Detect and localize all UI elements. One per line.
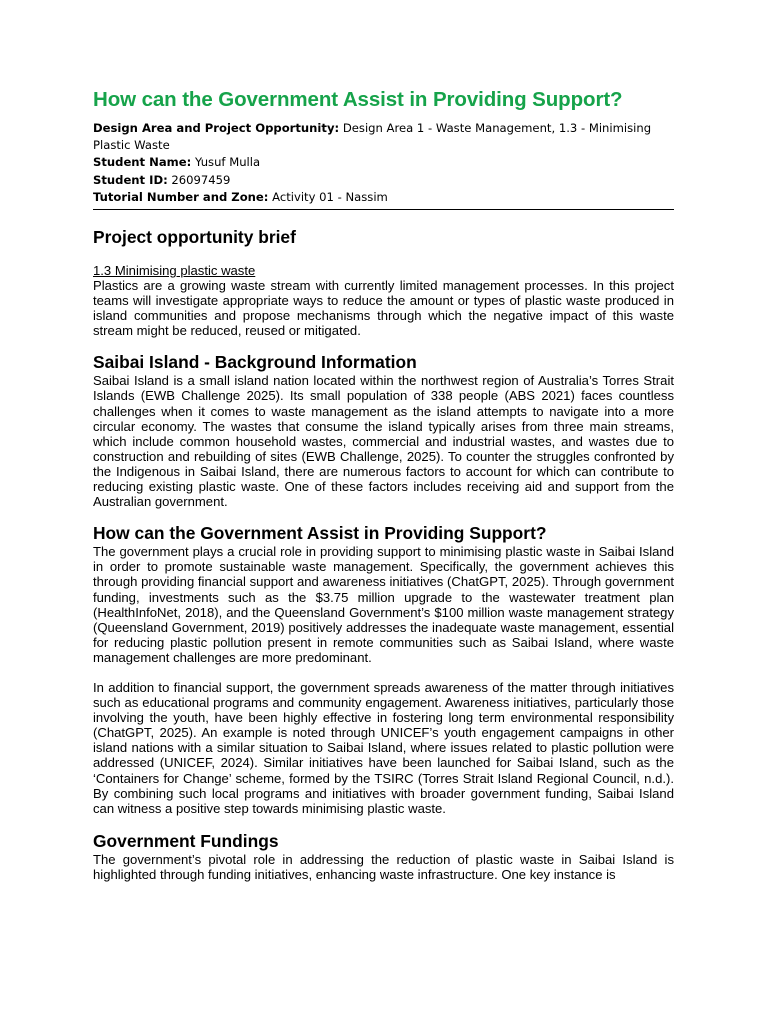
document-title: How can the Government Assist in Providing Support? (93, 88, 623, 111)
document-page (93, 88, 674, 882)
background-heading: Saibai Island - Background Information (93, 352, 417, 373)
brief-heading: Project opportunity brief (93, 227, 296, 248)
student-name-line (93, 154, 674, 171)
student-name-label: Student Name: (93, 155, 192, 170)
brief-subheading: 1.3 Minimising plastic waste (93, 263, 256, 279)
student-id-value: 26097459 (171, 172, 231, 187)
tutorial-value: Activity 01 - Nassim (272, 189, 388, 204)
tutorial-line (93, 189, 674, 206)
header-divider (93, 209, 674, 210)
student-name-value: Yusuf Mulla (194, 155, 261, 170)
assist-paragraph-2: In addition to financial support, the government spreads awareness of the matter through initiatives such as educational programs and community engagement. Awareness initiatives, particularly those involving the youth, have been highly effective in fostering long term environmental responsibility (ChatGPT, 2025). An example is noted through UNICEF’s youth engagement campaigns in other island nations with a similar situation to Saibai Island, where issues related to plastic pollution were addressed (UNICEF, 2024). Similar initiatives have been launched for Saibai Island, such as the ‘Containers for Change’ scheme, formed by the TSIRC (Torres Strait Island Regional Council, n.d.). By combining such local programs and initiatives with broader government funding, Saibai Island can witness a positive step towards minimising plastic waste. (93, 679, 674, 816)
design-area-line (93, 120, 674, 154)
background-paragraph: Saibai Island is a small island nation located within the northwest region of Australia’s Torres Strait Islands (EWB Challenge 2025). Its small population of 338 people (ABS 2021) faces countless challenges when it comes to waste management as the island attempts to navigate into a more circular economy. The wastes that consume the island typically arises from three main streams, which include common household wastes, commercial and industrial wastes, and wastes due to construction and rebuilding of sites (EWB Challenge, 2025). To counter the struggles confronted by the Indigenous in Saibai Island, there are numerous factors to account for which can contribute to reducing existing plastic waste. One of these factors includes receiving aid and support from the Australian government. (93, 373, 674, 510)
tutorial-label: Tutorial Number and Zone: (93, 189, 269, 204)
student-id-label: Student ID: (93, 172, 168, 187)
design-area-label: Design Area and Project Opportunity: (93, 121, 340, 135)
assist-paragraph-1: The government plays a crucial role in providing support to minimising plastic waste in Saibai Island in order to promote sustainable waste management. Specifically, the government achieves this through providing financial support and awareness initiatives (ChatGPT, 2025). Through government funding, investments such as the $3.75 million upgrade to the wastewater treatment plan (HealthInfoNet, 2018), and the Queensland Government’s $100 million waste management strategy (Queensland Government, 2019) positively addresses the inadequate waste management, essential for reducing plastic pollution present in remote communities such as Saibai Island, where waste management challenges are more predominant. (93, 544, 674, 665)
brief-paragraph: Plastics are a growing waste stream with currently limited management processes. In this project teams will investigate appropriate ways to reduce the amount or types of plastic waste produced in island communities and propose mechanisms through which the negative impact of this waste stream might be reduced, reused or mitigated. (93, 278, 674, 339)
design-area-value: Design Area 1 - Waste Management, 1.3 - Minimising Plastic Waste (93, 121, 652, 153)
student-id-line (93, 172, 674, 189)
fundings-heading: Government Fundings (93, 830, 279, 851)
fundings-paragraph: The government’s pivotal role in addressing the reduction of plastic waste in Saibai Island is highlighted through funding initiatives, enhancing waste infrastructure. One key instance is (93, 851, 674, 882)
assist-heading: How can the Government Assist in Providing Support? (93, 523, 547, 544)
